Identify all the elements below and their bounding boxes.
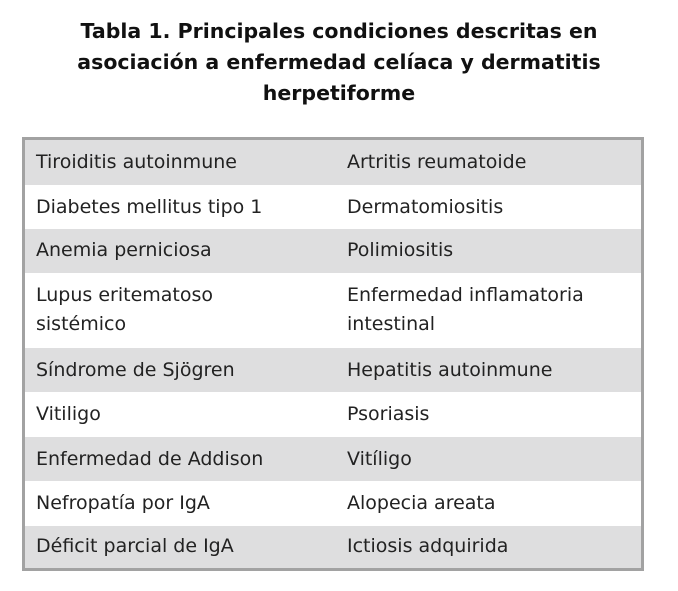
- table-row: [25, 273, 641, 348]
- condition-cell-right: [347, 148, 637, 177]
- table-row: [25, 481, 641, 526]
- cell-text-line: Tiroiditis autoinmune: [36, 151, 237, 173]
- cell-text-line: Síndrome de Sjögren: [36, 359, 235, 381]
- cell-text-line: Hepatitis autoinmune: [347, 359, 553, 381]
- cell-text-line: Enfermedad de Addison: [36, 448, 264, 470]
- table-row: [25, 437, 641, 481]
- cell-text-line: Nefropatía por IgA: [36, 492, 210, 514]
- condition-cell-left: [36, 236, 326, 265]
- cell-text-line: intestinal: [347, 313, 436, 335]
- cell-text-line: Déficit parcial de IgA: [36, 535, 234, 557]
- cell-text-line: Enfermedad inflamatoria: [347, 284, 584, 306]
- table-row: [25, 185, 641, 229]
- table-row: [25, 348, 641, 392]
- table-title-line-2: asociación a enfermedad celíaca y dermatitis: [77, 50, 601, 74]
- table-row: [25, 229, 641, 273]
- cell-text-line: Anemia perniciosa: [36, 239, 212, 261]
- table-title-line-3: herpetiforme: [262, 81, 416, 105]
- table-title-line-1: Tabla 1. Principales condiciones descritas en: [80, 19, 598, 43]
- cell-text-line: Vitiligo: [36, 403, 101, 425]
- table-title: [0, 16, 678, 109]
- condition-cell-right: [347, 193, 637, 222]
- cell-text-line: sistémico: [36, 313, 127, 335]
- condition-cell-right: [347, 236, 637, 265]
- table-row: [25, 526, 641, 568]
- table-row: [25, 392, 641, 437]
- condition-cell-left: [36, 532, 326, 561]
- conditions-table: [22, 137, 644, 571]
- table-row: [25, 140, 641, 185]
- cell-text-line: Dermatomiositis: [347, 196, 504, 218]
- condition-cell-right: [347, 532, 637, 561]
- condition-cell-left: [36, 148, 326, 177]
- cell-text-line: Lupus eritematoso: [36, 284, 214, 306]
- condition-cell-left: [36, 281, 326, 339]
- cell-text-line: Ictiosis adquirida: [347, 535, 509, 557]
- cell-text-line: Alopecia areata: [347, 492, 496, 514]
- cell-text-line: Diabetes mellitus tipo 1: [36, 196, 263, 218]
- condition-cell-left: [36, 489, 326, 518]
- cell-text-line: Psoriasis: [347, 403, 430, 425]
- condition-cell-right: [347, 356, 637, 385]
- cell-text-line: Artritis reumatoide: [347, 151, 527, 173]
- condition-cell-right: [347, 400, 637, 429]
- condition-cell-right: [347, 281, 637, 339]
- condition-cell-left: [36, 356, 326, 385]
- condition-cell-right: [347, 489, 637, 518]
- cell-text-line: Vitíligo: [347, 448, 412, 470]
- condition-cell-left: [36, 400, 326, 429]
- condition-cell-left: [36, 445, 326, 474]
- condition-cell-right: [347, 445, 637, 474]
- cell-text-line: Polimiositis: [347, 239, 454, 261]
- condition-cell-left: [36, 193, 326, 222]
